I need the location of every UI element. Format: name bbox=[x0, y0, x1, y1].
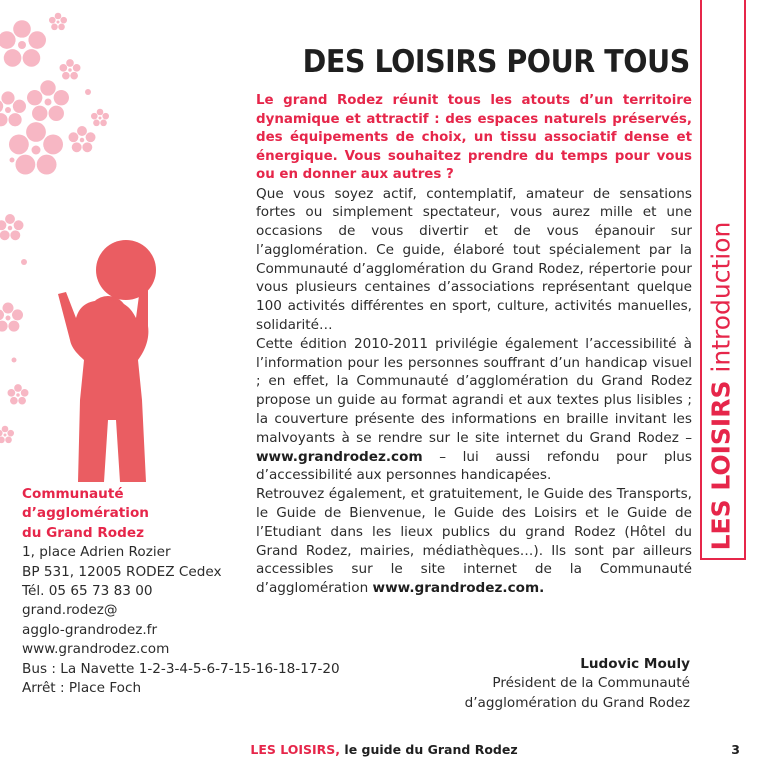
paragraph-accessibility bbox=[256, 335, 692, 485]
bus-stop: Arrêt : Place Foch bbox=[22, 680, 142, 697]
org-name-line1: Communauté bbox=[22, 486, 124, 502]
website-link-closing[interactable]: www.grandrodez.com. bbox=[372, 580, 545, 597]
para2-text-b: – lui aussi refondu pour plus d’accessibilité aux personnes handicapées. bbox=[256, 448, 692, 484]
postal-box: BP 531, 12005 RODEZ Cedex bbox=[22, 563, 222, 580]
footer-label: LES LOISIRS, bbox=[250, 742, 341, 757]
bus-lines: Bus : La Navette 1-2-3-4-5-6-7-15-16-18-17-20 bbox=[22, 660, 340, 677]
contact-block bbox=[22, 485, 340, 698]
footer bbox=[0, 742, 768, 757]
email-part2[interactable]: agglo-grandrodez.fr bbox=[22, 621, 158, 638]
email-part1[interactable]: grand.rodez@ bbox=[22, 602, 118, 619]
page-number: 3 bbox=[731, 742, 740, 757]
intro-lead: Le grand Rodez réunit tous les atouts d’un territoire dynamique et attractif : des espaces naturels préservés, des équipements de choix, un tissu associatif dense et énergique. Vous souhaitez prendre du temps pour vous ou en donner aux autres ? bbox=[256, 93, 692, 182]
signature-block bbox=[465, 655, 690, 713]
section-tab-label-bold: LES LOISIRS bbox=[706, 380, 736, 551]
para2-text-a: Cette édition 2010-2011 privilégie également l’accessibilité à l’information pour les personnes souffrant d’un handicap visuel ; en effet, la Communauté d’agglomération du Grand Rodez propose un guide au format agrandi et aux textes plus lisibles ; la couverture présente des informations en braille invitant les malvoyants à se rendre sur le site internet du Grand Rodez – bbox=[256, 335, 692, 446]
child-head bbox=[88, 296, 128, 336]
org-name-line2: d’agglomération bbox=[22, 505, 149, 522]
website-link-inline[interactable]: www.grandrodez.com bbox=[256, 448, 423, 465]
balloon bbox=[96, 240, 156, 300]
signatory-role-line1: Président de la Communauté bbox=[492, 675, 690, 692]
signatory-role-line2: d’agglomération du Grand Rodez bbox=[464, 694, 690, 711]
signatory-name: Ludovic Mouly bbox=[580, 656, 690, 672]
paragraph-guides bbox=[256, 485, 692, 598]
flower-cluster-left bbox=[0, 214, 29, 443]
child-with-balloon-illustration bbox=[58, 240, 156, 482]
para3-text: Retrouvez également, et gratuitement, le Guide des Transports, le Guide de Bienvenue, le Guide des Loisirs et le Guide de l’Etudiant dans les lieux publics du grand Rodez (Hôtel du Grand Rodez, mairies, médiathèques…). Ils sont par ailleurs accessibles sur le site internet de la Communauté d’agglomération bbox=[256, 486, 692, 597]
footer-subtitle: le guide du Grand Rodez bbox=[340, 742, 518, 757]
main-column bbox=[256, 92, 692, 598]
section-tab-label-rest: introduction bbox=[706, 221, 736, 381]
website-link[interactable]: www.grandrodez.com bbox=[22, 641, 170, 658]
phone: Tél. 05 65 73 83 00 bbox=[22, 583, 153, 600]
flower-cluster-top bbox=[0, 13, 109, 175]
section-tab-label bbox=[707, 222, 736, 551]
page-title: DES LOISIRS POUR TOUS bbox=[302, 44, 690, 80]
org-name-line3: du Grand Rodez bbox=[22, 524, 144, 541]
address: 1, place Adrien Rozier bbox=[22, 544, 171, 561]
paragraph-activities: Que vous soyez actif, contemplatif, amateur de sensations fortes ou simplement spectateur, vous aurez mille et une occasions de vous divertir et de vous épanouir sur l’agglomération. Ce guide, élaboré tout spécialement par la Communauté d’agglomération du Grand Rodez, répertorie pour vous plusieurs centaines d’associations représentant quelque 100 activités différentes en sport, culture, activités manuelles, solidarité… bbox=[256, 185, 692, 334]
child-body bbox=[58, 288, 148, 482]
